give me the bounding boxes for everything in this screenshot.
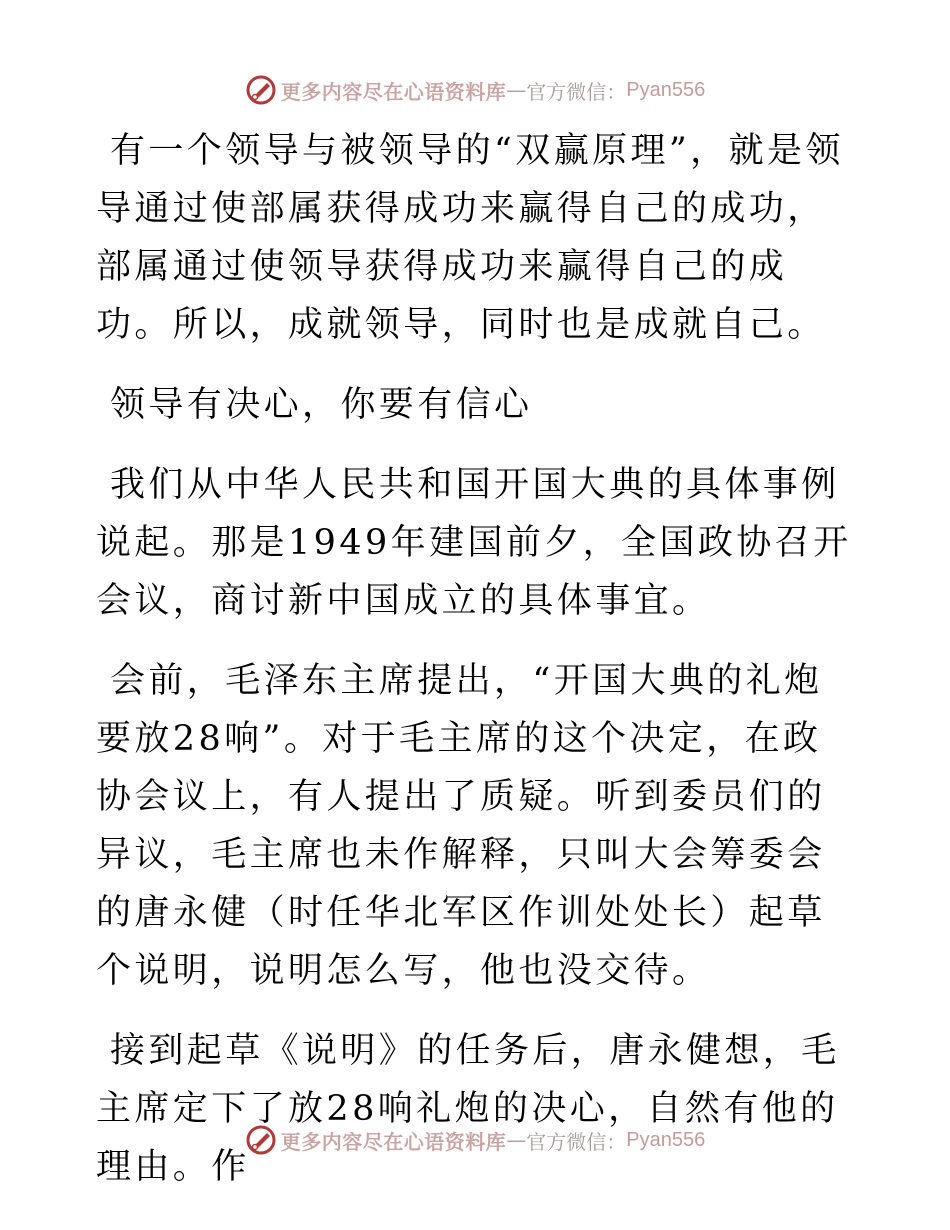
paragraph-1: 有一个领导与被领导的“双赢原理”，就是领导通过使部属获得成功来赢得自己的成功，部属通过使领导获得成功来赢得自己的成功。所以，成就领导，同时也是成就自己。 [96,131,844,345]
section-heading: 领导有决心，你要有信心 [110,385,533,425]
paragraph-2: 我们从中华人民共和国开国大典的具体事例说起。那是1949年建国前夕，全国政协召开会议，商讨新中国成立的具体事宜。 [96,465,852,621]
header-banner [0,70,950,110]
footer-banner [0,1120,950,1160]
banner-account-label: 官方微信： [526,79,627,104]
banner-wechat-id: Pyan556 [626,78,706,101]
paragraph-4: 接到起草《说明》的任务后，唐永健想，毛主席定下了放28响礼炮的决心，自然有他的理由。作 [96,1031,840,1187]
banner-wechat-id: Pyan556 [626,1128,706,1151]
banner-separator: — [506,78,527,102]
ink-pen-seal-logo-icon [245,74,277,106]
banner-account-label: 官方微信： [526,1129,627,1154]
ink-pen-seal-logo-icon [245,1124,277,1156]
banner-separator: — [506,1128,527,1152]
paragraph-3: 会前，毛泽东主席提出，“开国大典的礼炮要放28响”。对于毛主席的这个决定，在政协会议上，有人提出了质疑。听到委员们的异议，毛主席也未作解释，只叫大会筹委会的唐永健（时任华北军区作训处处长）起草个说明，说明怎么写，他也没交待。 [96,661,826,991]
document-body [96,122,856,1196]
banner-title: 更多内容尽在心语资料库 [280,1129,507,1154]
banner-title: 更多内容尽在心语资料库 [280,79,507,104]
